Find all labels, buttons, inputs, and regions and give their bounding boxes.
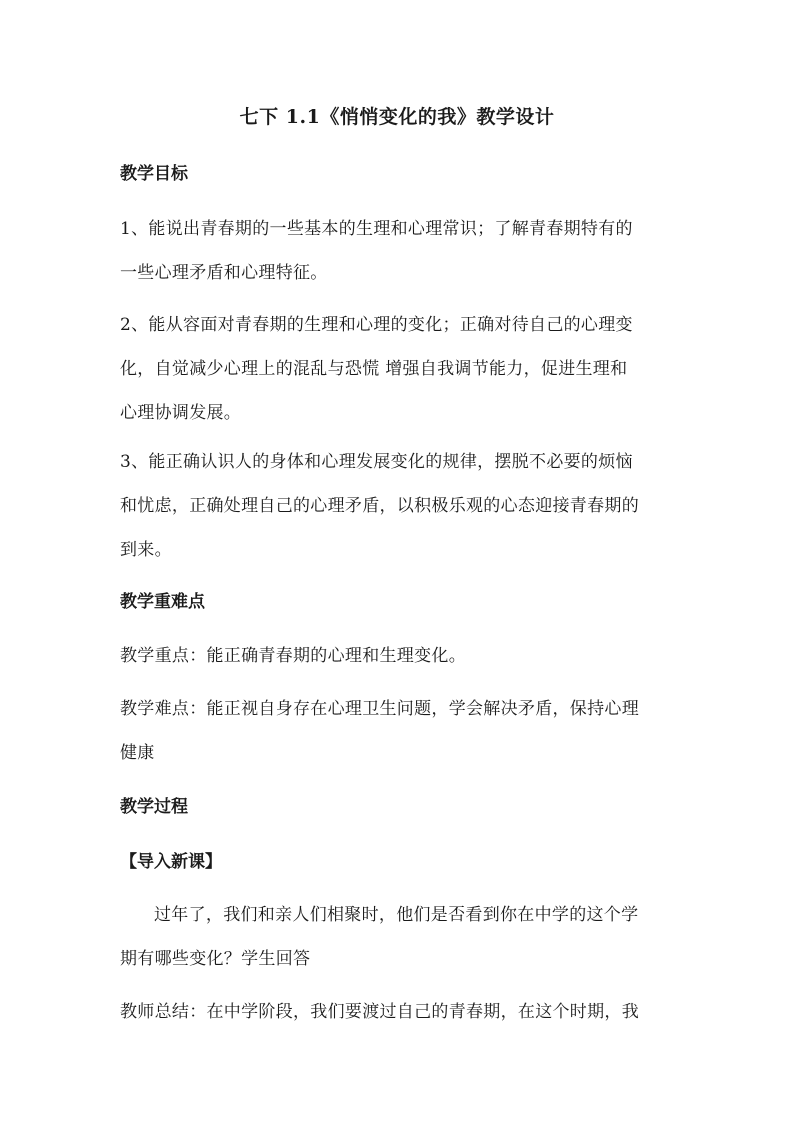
document-title: 七下 1.1《悄悄变化的我》教学设计 (239, 106, 555, 128)
objective-1-line: 1、能说出青春期的一些基本的生理和心理常识；了解青春期特有的 (120, 219, 633, 239)
key-points-heading: 教学重难点 (120, 592, 205, 612)
intro-line: 过年了，我们和亲人们相聚时，他们是否看到你在中学的这个学 (154, 905, 639, 925)
teacher-summary-line: 教师总结：在中学阶段，我们要渡过自己的青春期，在这个时期，我 (120, 1002, 639, 1022)
key-point-paragraph (120, 634, 680, 678)
objectives-heading: 教学目标 (120, 164, 188, 184)
objective-2-line: 心理协调发展。 (120, 403, 242, 423)
objective-2-line: 2、能从容面对青春期的生理和心理的变化；正确对待自己的心理变 (120, 315, 633, 335)
objective-3-line: 3、能正确认识人的身体和心理发展变化的规律，摆脱不必要的烦恼 (120, 452, 633, 472)
difficulty-paragraph (120, 687, 680, 775)
objective-1-paragraph (120, 207, 680, 295)
intro-heading: 【导入新课】 (120, 852, 222, 872)
objective-3-paragraph (120, 440, 680, 572)
difficulty-line: 健康 (120, 743, 155, 763)
teacher-summary-paragraph (120, 990, 680, 1034)
objective-2-paragraph (120, 303, 680, 435)
objective-3-line: 到来。 (120, 540, 172, 560)
key-point-line: 教学重点：能正确青春期的心理和生理变化。 (120, 646, 466, 666)
difficulty-line: 教学难点：能正视自身存在心理卫生问题，学会解决矛盾，保持心理 (120, 699, 639, 719)
intro-paragraph (120, 893, 680, 981)
intro-line: 期有哪些变化？学生回答 (120, 949, 311, 969)
objective-1-line: 一些心理矛盾和心理特征。 (120, 263, 328, 283)
objective-2-line: 化，自觉减少心理上的混乱与恐慌 增强自我调节能力，促进生理和 (120, 359, 628, 379)
process-heading: 教学过程 (120, 797, 188, 817)
objective-3-line: 和忧虑，正确处理自己的心理矛盾，以积极乐观的心态迎接青春期的 (120, 496, 639, 516)
